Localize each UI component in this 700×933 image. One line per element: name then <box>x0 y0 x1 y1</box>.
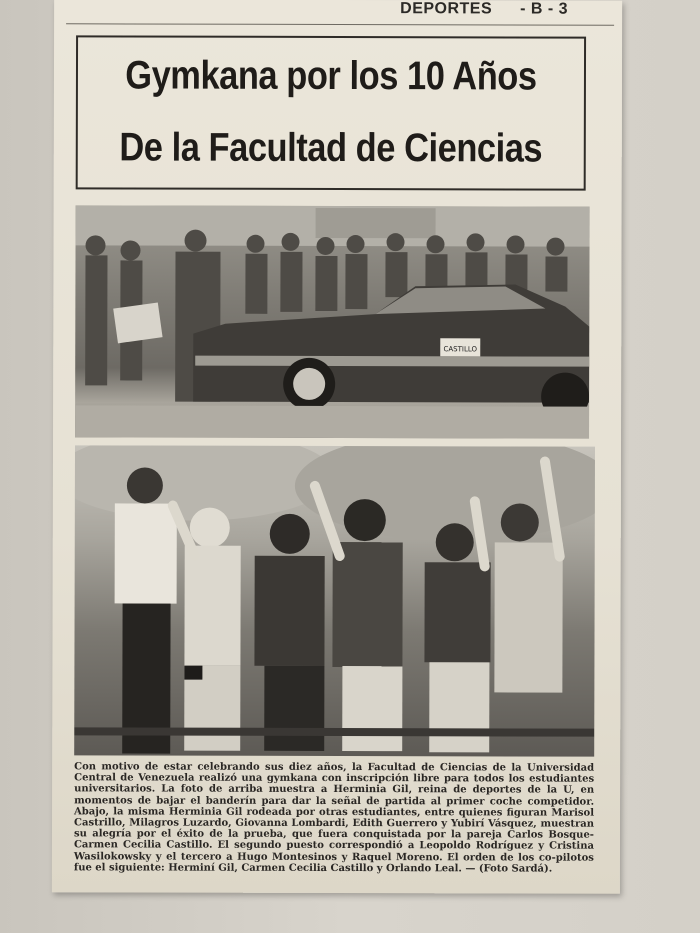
header-rule <box>66 23 614 25</box>
photo-students-drawing <box>74 445 595 756</box>
section-name: DEPORTES <box>400 0 493 18</box>
headline-box <box>76 35 586 190</box>
newspaper-clipping <box>52 0 622 894</box>
headline-line-2: De la Facultad de Ciencias <box>119 125 543 171</box>
headline-line-1: Gymkana por los 10 Años <box>125 53 537 99</box>
car-door-number: CASTILLO <box>443 345 478 354</box>
photo-students-group <box>74 445 595 756</box>
page-number: - B - 3 <box>520 0 569 18</box>
photo-caption: Con motivo de estar celebrando sus diez años, la Facultad de Ciencias de la Universidad Central de Venezuela realizó una gymkana con inscripción libre para todos los estudiantes universitarios. La foto de arriba muestra a Herminia Gil, reina de deportes de la U, en momentos de bajar el banderín para dar la señal de partida al primer coche competidor. Abajo, la misma Herminia Gil rodeada por otras estudiantes, entre quienes figuran Marisol Castrillo, Milagros Luzardo, Giovanna Lombardi, Edith Guerrero y Yubirí Vásquez, muestran su alegría por el éxito de la prueba, que fuera conquistada por la pareja Carlos Bosque-Carmen Cecilia Castillo. El segundo puesto correspondió a Leopoldo Rodríguez y Cristina Wasilokowsky y el tercero a Hugo Montesinos y Raquel Moreno. El orden de los co-pilotos fue el siguiente: Herminí Gil, Carmen Cecilia Castillo y Orlando Leal. — (Foto Sardá). <box>73 761 595 875</box>
photo-car-start <box>75 205 590 438</box>
page-header <box>394 0 624 23</box>
photo-car-start-drawing <box>75 205 590 438</box>
